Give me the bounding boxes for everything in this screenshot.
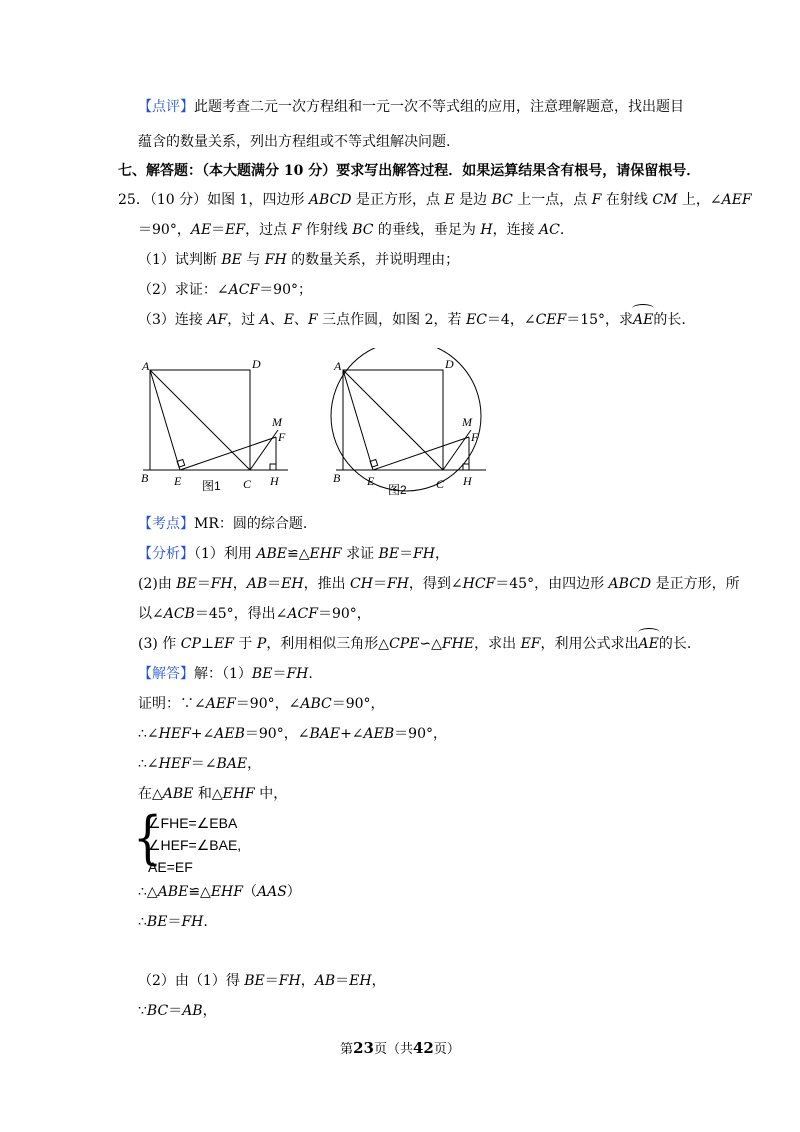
t: ＝ — [168, 1003, 183, 1019]
t: AAS — [256, 884, 287, 900]
t: 在射线 — [601, 192, 653, 208]
t: FH — [413, 546, 435, 562]
t: . — [203, 914, 208, 930]
t: 的垂线，垂足为 — [373, 222, 481, 238]
t: BC — [491, 192, 513, 208]
t: ，过点 — [245, 222, 292, 238]
t: ABCD — [308, 192, 352, 208]
t: ABE — [256, 546, 287, 562]
jieda-line-8 — [138, 971, 386, 991]
t: 三点作圆，如图 2，若 — [317, 312, 466, 328]
t: FH — [386, 576, 409, 592]
kaodian-line — [138, 514, 307, 534]
label-m: M — [272, 415, 282, 429]
label-e-2: E — [367, 474, 375, 488]
question-3 — [138, 310, 686, 330]
review-text-1: 此题考查二元一次方程组和一元一次不等式组的应用，注意理解题意，找出题目 — [194, 99, 684, 115]
t: CM — [652, 192, 678, 208]
t: EF — [214, 636, 234, 652]
label-a-2: A — [334, 359, 342, 373]
t: ＝ — [167, 914, 182, 930]
t: 是边 — [454, 192, 492, 208]
page-number: 23 — [353, 1039, 374, 1057]
t: 以∠ — [138, 606, 164, 622]
label-h: H — [270, 474, 279, 488]
t: 和△ — [193, 786, 223, 802]
t: EF — [520, 636, 541, 652]
t: CH — [350, 576, 373, 592]
t: ⊥ — [200, 636, 215, 652]
section-heading — [118, 161, 700, 181]
jieda-line-9 — [138, 1001, 217, 1021]
equation-system — [148, 812, 241, 878]
label-f-2: F — [471, 430, 479, 444]
label-d: D — [252, 357, 261, 371]
system-line-3: AE=EF — [148, 859, 193, 875]
t: ＝ — [211, 222, 226, 238]
t: ， — [202, 1003, 217, 1019]
t: （1）试判断 — [138, 252, 222, 268]
t: （10 分）如图 1，四边形 — [149, 192, 309, 208]
t: ≌△ — [188, 884, 211, 900]
t: F — [308, 312, 318, 328]
t: 中， — [254, 786, 288, 802]
t: ABE — [162, 786, 194, 802]
fenxi-tag: 【分析】 — [138, 546, 194, 562]
t: ＝∠ — [190, 756, 217, 772]
fenxi-line-1 — [138, 544, 449, 564]
footer-pre: 第 — [340, 1042, 354, 1057]
question-1 — [138, 250, 459, 270]
t: FH — [210, 576, 233, 592]
footer-post: 页） — [433, 1042, 460, 1057]
label-a: A — [142, 359, 150, 373]
t: BAE — [216, 756, 248, 772]
t: ACF — [228, 282, 260, 298]
t: A — [259, 312, 270, 328]
figure-2 — [331, 348, 486, 497]
t: ABE — [157, 884, 189, 900]
section-heading-text: 七、解答题：（本大题满分 10 分）要求写出解答过程．如果运算结果含有根号，请保留根号． — [118, 163, 701, 179]
t: EC — [465, 312, 487, 328]
t: 作射线 — [301, 222, 353, 238]
t: BAE — [309, 726, 341, 742]
t: AB — [246, 576, 268, 592]
question-2 — [138, 280, 312, 300]
t: ≌△ — [286, 546, 310, 562]
t: AC — [539, 222, 560, 238]
label-e: E — [174, 474, 182, 488]
t: E — [283, 312, 294, 328]
label-d-2: D — [445, 357, 454, 371]
t: ， — [435, 546, 449, 562]
right-angle-e-2 — [370, 460, 378, 468]
t: ，利用公式求出 — [540, 636, 639, 652]
t: EH — [281, 576, 304, 592]
page-total: 42 — [413, 1039, 434, 1057]
t: ∴ — [138, 914, 147, 930]
t: FH — [264, 252, 287, 268]
t: （2）由（1）得 — [138, 973, 245, 989]
t: ∴∠ — [138, 726, 159, 742]
t: HEF — [158, 726, 191, 742]
label-f: F — [278, 430, 286, 444]
t: ACB — [163, 606, 195, 622]
t: BE — [176, 576, 197, 592]
review-tag: 【点评】 — [138, 99, 194, 115]
review-text-2: 蕴含的数量关系，列出方程组或不等式组解决问题. — [138, 134, 451, 150]
t: FH — [181, 914, 204, 930]
label-c: C — [243, 477, 252, 491]
t: +∠ — [190, 726, 215, 742]
t: 、 — [269, 312, 284, 328]
t: 证明：∵∠ — [138, 696, 206, 712]
t: （1）利用 — [194, 546, 257, 562]
t: AEB — [363, 726, 395, 742]
t: CP — [180, 636, 201, 652]
t: BC — [146, 1003, 169, 1019]
t: ， — [300, 973, 315, 989]
t: BE — [378, 546, 400, 562]
t: ） — [286, 884, 301, 900]
t: 上，∠ — [677, 192, 722, 208]
t: . — [308, 666, 313, 682]
t: 是正方形，点 — [351, 192, 445, 208]
t: ＝90°，∠ — [244, 726, 310, 742]
t: FH — [278, 973, 301, 989]
figure-1-label: 图1 — [202, 479, 221, 493]
arc-ae: AE — [633, 312, 654, 328]
t: BE — [244, 973, 265, 989]
system-line-1: ∠FHE=∠EBA — [148, 815, 238, 831]
jieda-line-3 — [138, 724, 447, 744]
label-b-2: B — [333, 471, 341, 485]
t: ABCD — [608, 576, 652, 592]
t: EH — [349, 973, 372, 989]
label-c-2: C — [436, 477, 445, 491]
t: BE — [146, 914, 168, 930]
t: AB — [314, 973, 336, 989]
problem-line-1 — [118, 190, 752, 210]
t: ＝15°，求 — [566, 312, 634, 328]
t: ，推出 — [303, 576, 351, 592]
t: ，得到∠ — [408, 576, 463, 592]
t: ，过 — [227, 312, 260, 328]
t: HEF — [158, 756, 191, 772]
problem-number: 25． — [118, 192, 150, 208]
kaodian-text: MR：圆的综合题. — [194, 516, 308, 532]
system-line-2: ∠HEF=∠BAE, — [148, 837, 242, 853]
t: ＝90°， — [394, 726, 447, 742]
t: 求证 — [341, 546, 379, 562]
t: E — [444, 192, 455, 208]
jieda-tag: 【解答】 — [138, 666, 194, 682]
t: P — [256, 636, 267, 652]
arc-ae-2: AE — [638, 636, 659, 652]
t: ＝90°，∠ — [235, 696, 301, 712]
t: ，连接 — [492, 222, 540, 238]
label-m-2: M — [462, 415, 472, 429]
t: ＝90°； — [259, 282, 313, 298]
t: CEF — [535, 312, 567, 328]
t: BE — [251, 666, 273, 682]
label-h-2: H — [463, 474, 472, 488]
t: ， — [232, 576, 247, 592]
t: ＝90°， — [317, 606, 371, 622]
t: F — [291, 222, 302, 238]
t: ＝ — [335, 973, 350, 989]
t: ＝ — [267, 576, 282, 592]
right-angle-h-2 — [463, 464, 469, 470]
footer-mid: 页（共 — [373, 1042, 413, 1057]
t: ＝45°，得出∠ — [194, 606, 288, 622]
t: ，利用相似三角形△ — [266, 636, 390, 652]
t: BC — [352, 222, 374, 238]
t: ＝45°，由四边形 — [495, 576, 609, 592]
page-footer — [0, 1038, 800, 1057]
t: F — [591, 192, 602, 208]
kaodian-tag: 【考点】 — [138, 516, 194, 532]
problem-line-2 — [138, 220, 564, 240]
t: 上一点，点 — [512, 192, 592, 208]
t: ＝ — [196, 576, 211, 592]
t: AE — [190, 222, 212, 238]
t: 解：（1） — [194, 666, 252, 682]
review-line-2 — [138, 132, 450, 152]
right-angle-h — [270, 464, 276, 470]
t: FH — [286, 666, 309, 682]
t: ＝ — [372, 576, 387, 592]
jieda-line-1 — [138, 664, 313, 684]
t: ＝ — [272, 666, 287, 682]
t: 、 — [294, 312, 308, 328]
t: 与 — [241, 252, 265, 268]
t: AF — [207, 312, 228, 328]
t: ， — [371, 973, 386, 989]
t: AEF — [205, 696, 236, 712]
t: ＝ — [399, 546, 414, 562]
t: HCF — [462, 576, 496, 592]
t: 的数量关系，并说明理由； — [286, 252, 460, 268]
t: ACF — [287, 606, 318, 622]
jieda-line-4 — [138, 754, 261, 774]
t: ＝4，∠ — [486, 312, 536, 328]
t: (2)由 — [138, 576, 177, 592]
t: ， — [247, 756, 262, 772]
jieda-line-7 — [138, 912, 208, 932]
t: 的长. — [653, 312, 686, 328]
jieda-line-6 — [138, 882, 301, 902]
t: ，求出 — [474, 636, 521, 652]
t: +∠ — [340, 726, 364, 742]
t: 的长. — [658, 636, 692, 652]
t: FHE — [441, 636, 475, 652]
t: AEB — [214, 726, 245, 742]
t: ∴∠ — [138, 756, 159, 772]
t: H — [480, 222, 493, 238]
t: ABC — [300, 696, 332, 712]
t: EHF — [309, 546, 342, 562]
t: ＝90°， — [138, 222, 191, 238]
right-angle-e — [177, 460, 185, 468]
t: （2）求证：∠ — [138, 282, 229, 298]
t: ∵ — [138, 1003, 147, 1019]
t: CPE — [389, 636, 420, 652]
t: ＝90°， — [331, 696, 385, 712]
t: 在△ — [138, 786, 163, 802]
t: EF — [225, 222, 246, 238]
t: EHF — [210, 884, 243, 900]
geometry-figures — [138, 348, 498, 498]
jieda-line-2 — [138, 694, 385, 714]
t: EHF — [222, 786, 255, 802]
t: ∴△ — [138, 884, 158, 900]
t: ＝ — [264, 973, 279, 989]
t: (3) 作 — [138, 636, 181, 652]
t: （3）连接 — [138, 312, 208, 328]
jieda-line-5 — [138, 784, 287, 804]
figure-1 — [141, 357, 288, 493]
fenxi-line-2 — [138, 574, 740, 594]
label-b: B — [141, 471, 149, 485]
t: AEF — [721, 192, 752, 208]
review-line-1 — [138, 97, 684, 117]
t: （ — [242, 884, 257, 900]
t: 于 — [233, 636, 257, 652]
fenxi-line-3 — [138, 604, 371, 624]
t: . — [559, 222, 565, 238]
figure-2-label: 图2 — [388, 483, 407, 497]
system-brace: { — [133, 803, 163, 871]
t: AB — [182, 1003, 203, 1019]
t: ∽△ — [419, 636, 442, 652]
fenxi-line-4 — [138, 634, 691, 654]
t: 是正方形，所 — [651, 576, 740, 592]
t: BE — [221, 252, 242, 268]
